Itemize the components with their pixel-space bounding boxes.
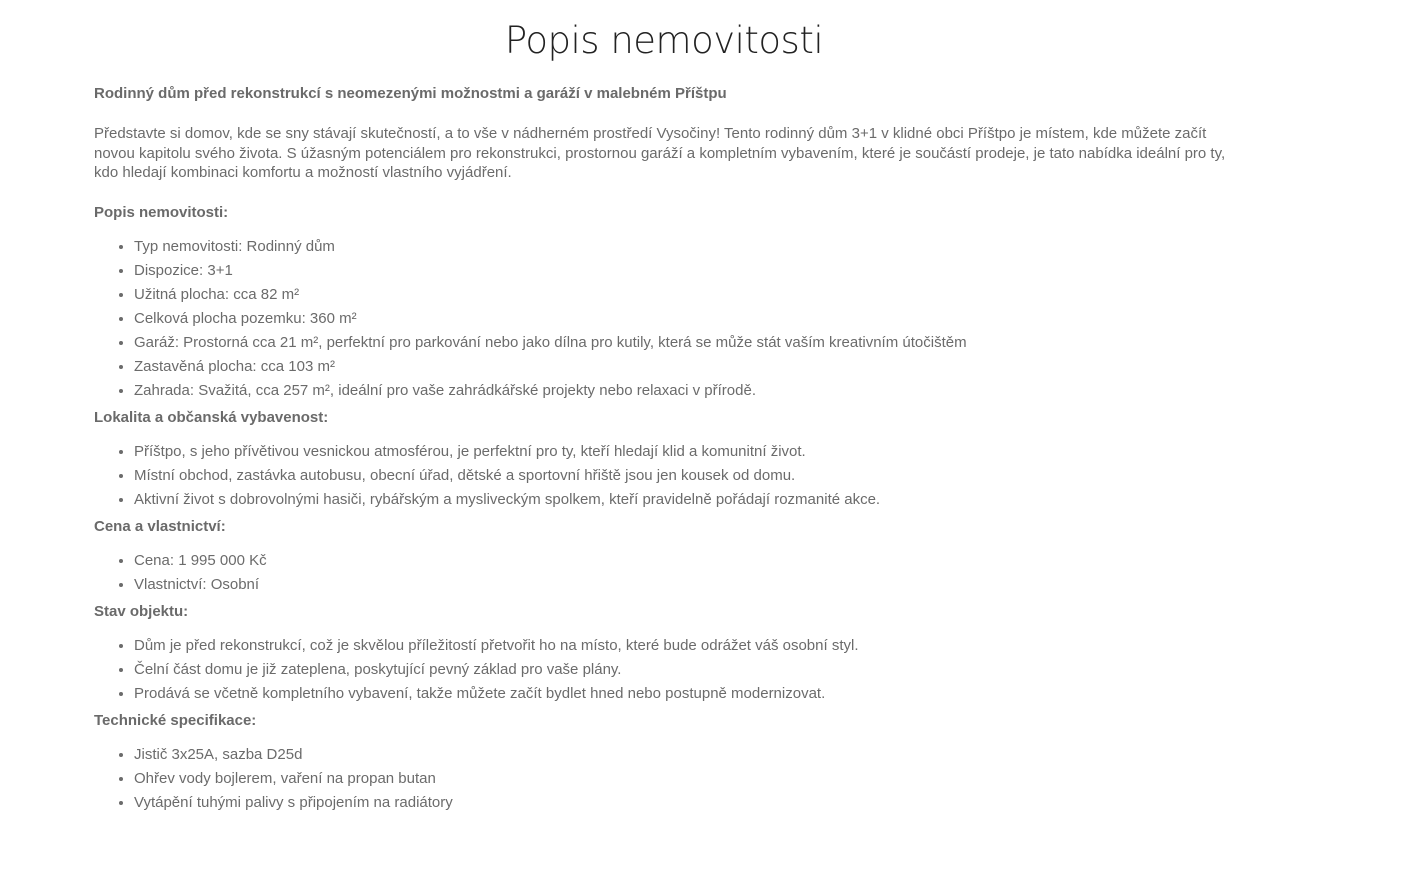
section-heading-location: Lokalita a občanská vybavenost:: [94, 408, 329, 426]
list-item: • Místní obchod, zastávka autobusu, obecní úřad, dětské a sportovní hřiště jsou jen kousek od domu.: [134, 464, 1244, 488]
list-item: • Zahrada: Svažitá, cca 257 m², ideální pro vaše zahrádkářské projekty nebo relaxaci v přírodě.: [134, 379, 1244, 403]
list-item: • Užitná plocha: cca 82 m²: [134, 283, 1244, 307]
list-item: • Aktivní život s dobrovolnými hasiči, rybářským a mysliveckým spolkem, kteří pravidelně pořádají rozmanité akce.: [134, 488, 1244, 512]
list-item: • Příštpo, s jeho přívětivou vesnickou atmosférou, je perfektní pro ty, kteří hledají klid a komunitní život.: [134, 440, 1244, 464]
property-description: [94, 84, 1244, 820]
list-item: • Vytápění tuhými palivy s připojením na radiátory: [134, 791, 1244, 815]
section-heading-condition: Stav objektu:: [94, 602, 189, 620]
condition-list: [94, 634, 1244, 706]
section-heading-price: Cena a vlastnictví:: [94, 517, 226, 535]
price-ownership-list: [94, 549, 1244, 597]
section-heading-property: Popis nemovitosti:: [94, 203, 229, 221]
list-item: • Vlastnictví: Osobní: [134, 573, 1244, 597]
list-item: • Dispozice: 3+1: [134, 259, 1244, 283]
list-item: • Prodává se včetně kompletního vybavení, takže můžete začít bydlet hned nebo postupně modernizovat.: [134, 682, 1244, 706]
intro-paragraph: Představte si domov, kde se sny stávají skutečností, a to vše v nádherném prostředí Vysočiny! Tento rodinný dům 3+1 v klidné obci Příštpo je místem, kde můžete začít novou kapitolu svého života. S úžasným potenciálem pro rekonstrukci, prostornou garáží a kompletním vybavením, které je součástí prodeje, je tato nabídka ideální pro ty, kdo hledají kombinaci komfortu a možností vlastního vyjádření.: [94, 125, 1226, 181]
page-title: Popis nemovitosti: [504, 19, 824, 62]
listing-subtitle: Rodinný dům před rekonstrukcí s neomezenými možnostmi a garáží v malebném Příštpu: [94, 85, 727, 102]
list-item: • Čelní část domu je již zateplena, poskytující pevný základ pro vaše plány.: [134, 658, 1244, 682]
list-item: • Dům je před rekonstrukcí, což je skvělou příležitostí přetvořit ho na místo, které bude odrážet váš osobní styl.: [134, 634, 1244, 658]
section-heading-technical: Technické specifikace:: [94, 711, 257, 729]
list-item: • Ohřev vody bojlerem, vaření na propan butan: [134, 767, 1244, 791]
list-item: • Celková plocha pozemku: 360 m²: [134, 307, 1244, 331]
list-item: • Cena: 1 995 000 Kč: [134, 549, 1244, 573]
location-list: [94, 440, 1244, 512]
property-details-list: [94, 235, 1244, 403]
list-item: • Zastavěná plocha: cca 103 m²: [134, 355, 1244, 379]
list-item: • Typ nemovitosti: Rodinný dům: [134, 235, 1244, 259]
list-item: • Garáž: Prostorná cca 21 m², perfektní pro parkování nebo jako dílna pro kutily, která se může stát vaším kreativním útočištěm: [134, 331, 1244, 355]
technical-specs-list: [94, 743, 1244, 815]
list-item: • Jistič 3x25A, sazba D25d: [134, 743, 1244, 767]
